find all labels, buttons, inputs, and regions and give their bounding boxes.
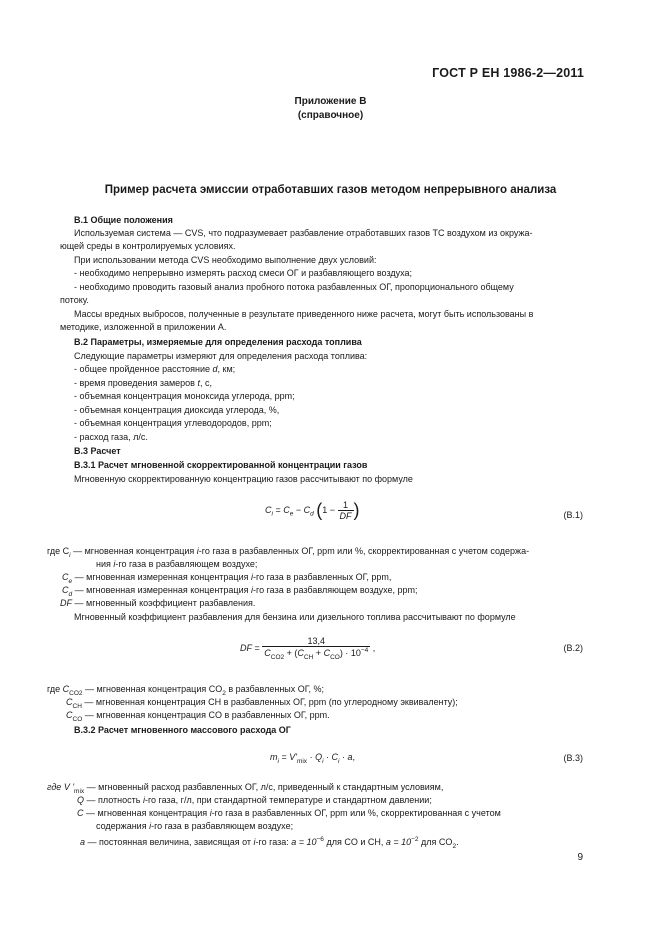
b2-item-1: - время проведения замеров t, с,: [74, 378, 212, 388]
b1-p3: - необходимо непрерывно измерять расход смеси ОГ и разбавляющего воздуха;: [74, 268, 413, 278]
annex-title: Приложение В: [294, 96, 367, 107]
section-b2-heading: В.2 Параметры, измеряемые для определения расхода топлива: [74, 337, 362, 347]
b2-item-4: - объемная концентрация углеводородов, ppm;: [74, 418, 272, 428]
b31-intro: Мгновенную скорректированную концентрацию газов рассчитывают по формуле: [74, 474, 413, 484]
annex-heading: [0, 95, 661, 123]
b2-item-2: - объемная концентрация моноксида углерода, ppm;: [74, 391, 295, 401]
b1-p5a: Массы вредных выбросов, полученные в результате приведенного ниже расчета, могут быть использованы в: [74, 309, 534, 319]
b2-item-5: - расход газа, л/с.: [74, 432, 148, 442]
b1-p1a: Используемая система — CVS, что подразумевает разбавление отработавших газов ТС воздухом из окружа-: [74, 228, 533, 238]
def-df: DF — мгновенный коэффициент разбавления.: [60, 598, 256, 608]
document-header: ГОСТ Р ЕН 1986-2—2011: [432, 66, 584, 80]
def-ci: где $C_i$ — мгновенная концентрация i-го газа в разбавленных ОГ, ppm или %, скорректированная с учетом содержа-: [47, 546, 530, 559]
def-c: C — мгновенная концентрация i-го газа в разбавленных ОГ, ppm или %, скорректированная с учетом: [77, 808, 501, 818]
b1-p4b: потоку.: [60, 295, 89, 305]
def-ci-cont: ния i-го газа в разбавляющем воздухе;: [96, 559, 258, 569]
b1-p1b: ющей среды в контролируемых условиях.: [60, 241, 236, 251]
page-number: 9: [577, 852, 583, 863]
b1-p5b: методике, изложенной в приложении А.: [60, 322, 227, 332]
equation-b2-number: (В.2): [563, 643, 583, 653]
b2-item-3: - объемная концентрация диоксида углерода, %,: [74, 405, 280, 415]
section-b31-heading: В.3.1 Расчет мгновенной скорректированной концентрации газов: [74, 460, 368, 470]
def-ce: $C_e$ — мгновенная измеренная концентрация i-го газа в разбавленных ОГ, ppm,: [62, 572, 392, 585]
annex-note: (справочное): [297, 110, 364, 121]
def-cd: $C_d$ — мгновенная измеренная концентрация i-го газа в разбавляющем воздухе, ppm;: [62, 585, 418, 598]
equation-b2: DF = $\frac{13,4}{C_{CO2} + (C_{CH} + C_{CO}) \cdot 10^{-4}}$ ,: [240, 636, 376, 661]
def-q: Q — плотность i-го газа, г/л, при стандартной температуре и стандартном давлении;: [77, 795, 432, 805]
def-vmix: где V '$_{mix}$ — мгновенный расход разбавленных ОГ, л/с, приведенный к стандартным условиям,: [47, 782, 444, 795]
dil-intro: Мгновенный коэффициент разбавления для бензина или дизельного топлива рассчитывают по формуле: [74, 612, 516, 622]
equation-b1-number: (В.1): [563, 510, 583, 520]
def-c-cont: содержания i-го газа в разбавляющем воздухе;: [96, 821, 294, 831]
b2-intro: Следующие параметры измеряют для определения расхода топлива:: [74, 351, 368, 361]
b2-item-0: - общее пройденное расстояние d, км;: [74, 364, 236, 374]
def-cco: $C_{CO}$ — мгновенная концентрация CO в разбавленных ОГ, ppm.: [66, 710, 330, 723]
b1-p2: При использовании метода CVS необходимо выполнение двух условий:: [74, 255, 377, 265]
equation-b1: $C_i = C_e - C_d$ (1 − $\frac{1}{DF}$ ): [265, 500, 360, 521]
equation-b3: $m_i = V'_{mix} \cdot Q_i \cdot C_i \cdot a$,: [270, 752, 356, 765]
section-b3-heading: В.3 Расчет: [74, 446, 121, 456]
def-cco2: где $C_{CO2}$ — мгновенная концентрация $CO_2$ в разбавленных ОГ, %;: [47, 684, 325, 697]
b1-p4a: - необходимо проводить газовый анализ пробного потока разбавленных ОГ, пропорционального общему: [74, 282, 514, 292]
main-title: Пример расчета эмиссии отработавших газов методом непрерывного анализа: [104, 184, 557, 196]
def-cch: $C_{CH}$ — мгновенная концентрация CH в разбавленных ОГ, ppm (по углеродному эквиваленту);: [66, 697, 458, 710]
section-b32-heading: В.3.2 Расчет мгновенного массового расхода ОГ: [74, 725, 291, 735]
def-a: a — постоянная величина, зависящая от i-го газа: $a = 10^{-6}$ для CO и CH, $a = 10^{-2}$ для $CO_2$.: [80, 836, 459, 850]
equation-b3-number: (В.3): [563, 753, 583, 763]
section-b1-heading: В.1 Общие положения: [74, 215, 173, 225]
